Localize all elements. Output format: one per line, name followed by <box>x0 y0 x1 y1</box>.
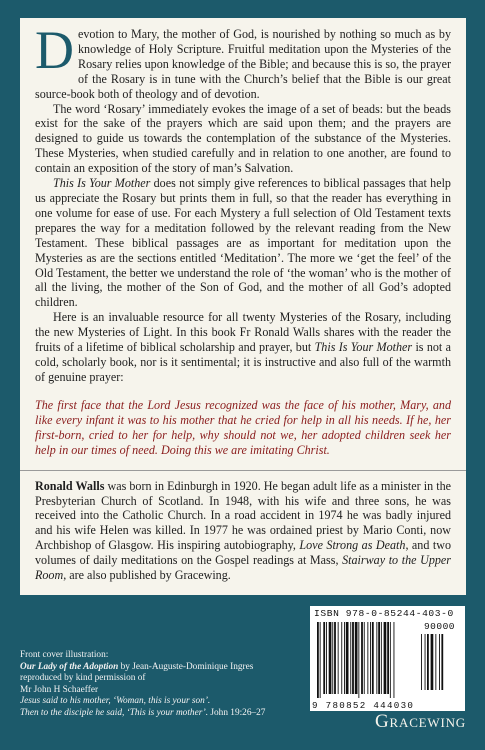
blurb-paragraph-4 <box>35 310 451 385</box>
author-bio-text-b: , and two volumes of daily meditations on the Gospel readings at Mass, <box>35 537 451 567</box>
blurb-paragraph-1 <box>35 20 451 102</box>
scripture-reference: John 19:26–27 <box>208 707 266 718</box>
blurb-paragraph-1-text: evotion to Mary, the mother of God, is nourished by nothing so much as by knowledge of Holy Scripture. Fruitful meditation upon the Mysteries of the Rosary relies upon knowledge of the Bible; and because this is so, the prayer of the Rosary is in tune with the Church’s belief that the Bible is our great source-book both of theology and of devotion. <box>35 27 451 101</box>
pull-quote: The first face that the Lord Jesus recognized was the face of his mother, Mary, and like every infant it was to his mother that he cried for help in all his needs. If he, her first-born, cried to her for help, why should not we, her adopted children seek her help in our times of need. Doing this we are imitating Christ. <box>35 397 451 457</box>
scripture-text: Then to the disciple he said, ‘This is your mother’. <box>20 707 209 718</box>
isbn-label: ISBN 978-0-85244-403-0 <box>314 608 454 619</box>
credits-painting-line <box>20 662 320 674</box>
blurb-paragraph-3-text: does not simply give references to biblical passages that help us appreciate the Rosary but prints them in full, so that the reader has everything in one volume for ease of use. For each Mystery a full selection of Old Testament texts prepares the way for a meditation followed by the relevant reading from the New Testament. These biblical passages are as important for meditation upon the Mysteries as are the sections entitled ‘Meditation’. The more we ‘get the feel’ of the Old Testament, the better we understand the role of ‘the woman’ who is the mother of all the living, the mother of the Son of God, and the mother of all God’s adopted children. <box>35 176 451 310</box>
barcode-box <box>310 606 465 711</box>
scripture-line: Jesus said to his mother, ‘Woman, this is your son’. <box>20 696 211 706</box>
author-bio <box>35 479 451 583</box>
blurb-paragraph-2: The word ‘Rosary’ immediately evokes the image of a set of beads: but the beads exist for the sake of the prayers which are said upon them; and the prayers are designed to guide us towards the contemplation of the substance of the Mysteries. These Mysteries, when studied carefully and in relation to one another, are found to contain an exposition of the story of man’s Salvation. <box>35 101 451 176</box>
book-title: This Is Your Mother <box>314 340 413 355</box>
credits-line: reproduced by kind permission of <box>20 673 146 683</box>
author-bio-text-c: , are also published by Gracewing. <box>63 567 231 582</box>
other-book-title: Stairway to the Upper Room <box>35 552 451 582</box>
author-bio-text-a: was born in Edinburgh in 1920. He began adult life as a minister in the Presbyterian Church of Scotland. In 1948, with his wife and three sons, he was received into the Catholic Church. In a road accident in 1974 he was badly injured and his wife Helen was killed. In 1977 he was ordained priest by Mario Conti, now Archbishop of Glasgow. His inspiring autobiography, <box>35 478 451 552</box>
painting-artist: by Jean-Auguste-Dominique Ingres <box>118 661 254 672</box>
publisher-logo: Gracewing <box>375 711 466 732</box>
book-title: This Is Your Mother <box>53 176 151 191</box>
painting-title: Our Lady of the Adoption <box>20 661 119 672</box>
drop-cap: D <box>35 20 74 80</box>
credits-line: Mr John H Schaeffer <box>20 684 99 695</box>
barcode-image <box>315 622 460 700</box>
divider <box>20 470 466 471</box>
blurb-paragraph-3 <box>35 176 451 310</box>
author-name: Ronald Walls <box>35 478 105 493</box>
price-code: 90000 <box>423 621 455 632</box>
blurb-paragraph-4-text-b: is not a cold, scholarly book, nor is it sentimental; it is instructive and also full of the warmth of genuine prayer: <box>35 340 451 384</box>
credits-heading: Front cover illustration: <box>20 650 109 660</box>
barcode-number: 9 780852 444030 <box>312 700 415 711</box>
blurb-paragraph-4-text-a: Here is an invaluable resource for all twenty Mysteries of the Rosary, including the new Mysteries of Light. In this book Fr Ronald Walls shares with the reader the fruits of a lifetime of biblical scholarship and prayer, but <box>35 310 451 355</box>
scripture-line <box>20 708 320 720</box>
cover-credits <box>20 650 320 719</box>
other-book-title: Love Strong as Death <box>299 537 406 552</box>
blurb-panel <box>20 18 466 595</box>
